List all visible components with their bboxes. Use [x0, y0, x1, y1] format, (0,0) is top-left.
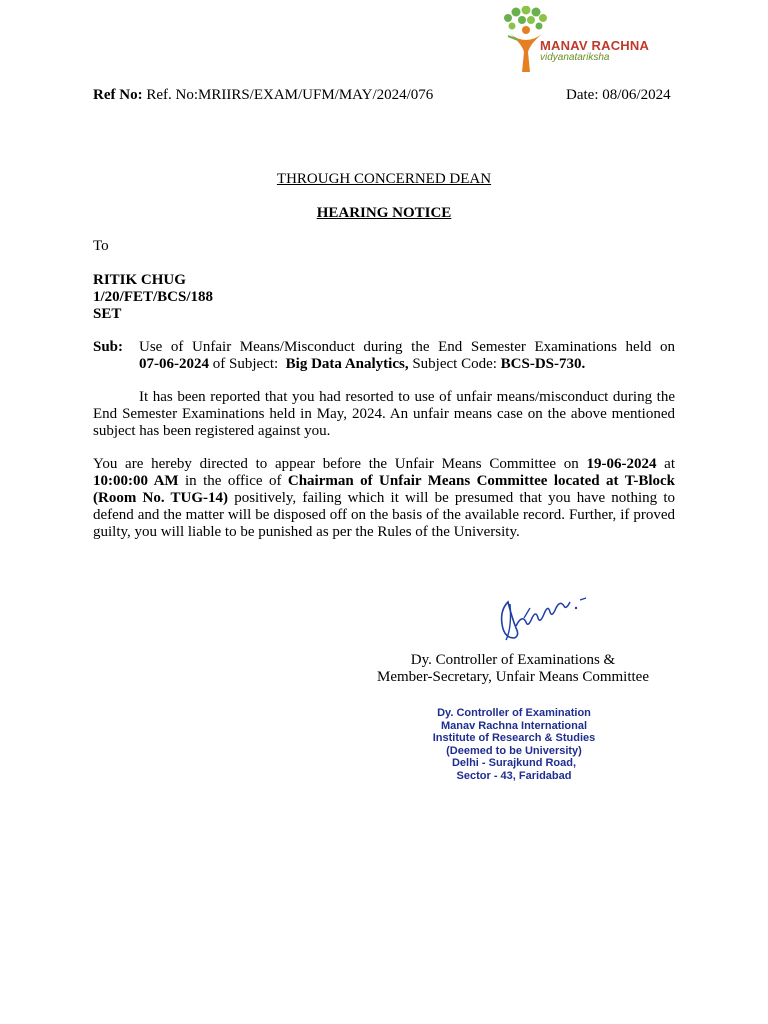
- recipient-roll-number: 1/20/FET/BCS/188: [93, 289, 214, 305]
- recipient-name: RITIK CHUG: [93, 272, 186, 288]
- signatory-title-line-1: Dy. Controller of Examinations &: [410, 652, 616, 668]
- subject-text: [139, 339, 675, 373]
- recipient-school: SET: [93, 306, 122, 322]
- document-title: HEARING NOTICE: [316, 205, 452, 221]
- of-subject-text: of Subject:: [209, 356, 286, 372]
- ref-label: Ref No:: [93, 87, 143, 103]
- stamp-line: Dy. Controller of Examination: [437, 707, 591, 719]
- subject-code: BCS-DS-730.: [500, 356, 586, 372]
- subject-name: Big Data Analytics,: [285, 356, 409, 372]
- directive-text-2: at: [656, 456, 675, 472]
- hearing-date: 19-06-2024: [586, 456, 657, 472]
- stamp-line: Sector - 43, Faridabad: [456, 769, 572, 782]
- stamp-line: Institute of Research & Studies: [432, 732, 596, 744]
- subject-line-1: Use of Unfair Means/Misconduct during the End Semester Examinations held on: [139, 339, 675, 355]
- signatory-title-line-2: Member-Secretary, Unfair Means Committee: [377, 669, 649, 685]
- handwritten-signature: [494, 588, 592, 646]
- manav-rachna-logo: [500, 6, 680, 76]
- stamp-line: Delhi - Surajkund Road,: [451, 757, 577, 769]
- logo-tagline: vidyanatariksha: [540, 52, 610, 63]
- directive-text-1: You are hereby directed to appear before the Unfair Means Committee on: [93, 456, 587, 472]
- subject-code-label: Subject Code:: [408, 356, 501, 372]
- stamp-line: (Deemed to be University): [446, 744, 582, 757]
- paragraph-report: It has been reported that you had resorted to use of unfair means/misconduct during the End Semester Examinations held in May, 2024. An unfair means case on the above mentioned subject has been registered against you.: [93, 389, 675, 439]
- signatory-block: [360, 652, 666, 686]
- paragraph-directive: [93, 456, 675, 541]
- ref-value: Ref. No:MRIIRS/EXAM/UFM/MAY/2024/076: [146, 87, 434, 103]
- subject-label: Sub:: [93, 339, 124, 355]
- hearing-time: 10:00:00 AM: [93, 473, 179, 489]
- directive-text-4: positively, failing which it will be presumed that you have nothing to defend and the matter will be disposed off on the basis of the available record. Further, if proved guilty, you will liable to be punished as per the Rules of the University.: [93, 490, 675, 540]
- official-stamp: [414, 707, 614, 782]
- subject-line-2: [139, 356, 675, 373]
- directive-text-3: in the office of: [178, 473, 288, 489]
- through-line: THROUGH CONCERNED DEAN: [276, 171, 492, 187]
- letter-date: Date: 08/06/2024: [566, 87, 671, 103]
- hearing-place: Chairman of Unfair Means Committee located at T-Block (Room No. TUG-14): [93, 473, 675, 506]
- reference-number: [93, 87, 433, 104]
- logo-brand-name: MANAV RACHNA: [540, 38, 650, 53]
- stamp-line: Manav Rachna International: [440, 719, 588, 732]
- to-label: To: [93, 238, 109, 254]
- exam-date: 07-06-2024: [139, 356, 209, 372]
